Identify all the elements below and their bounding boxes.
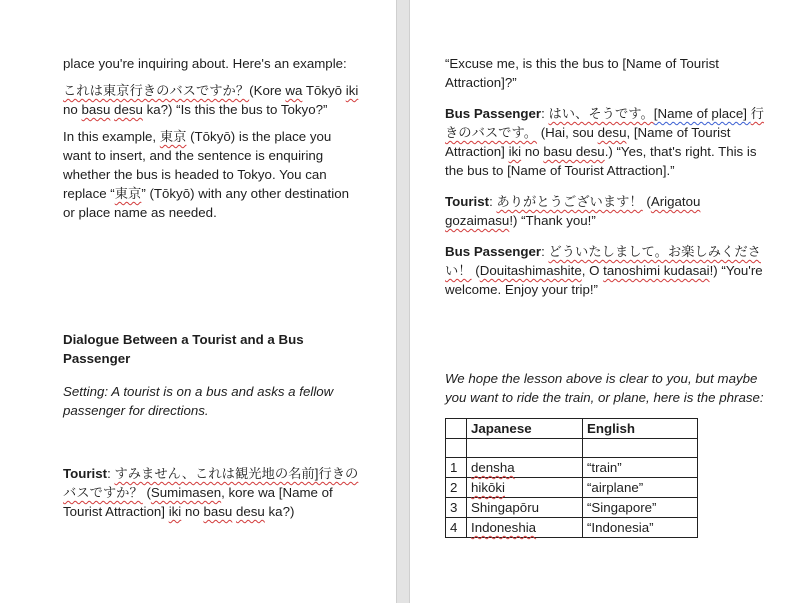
cell-japanese[interactable]: Indoneshia [467,518,583,538]
explanation-paragraph: In this example, 東京 (Tōkyō) is the place you want to insert, and the sentence is enquiring whether the bus is headed to Tokyo. You can replace “東京” (Tōkyō) with any other destination or place name as needed. [63,129,350,220]
table-row [446,439,698,458]
cell-japanese[interactable]: densha [467,458,583,478]
tourist-thanks-paragraph: Tourist: ありがとうございます！ (Arigatou gozaimasu!) “Thank you!” [445,194,701,228]
header-index [446,419,467,439]
cell-english[interactable]: “train” [583,458,698,478]
header-english: English [583,419,698,439]
closing-paragraph: We hope the lesson above is clear to you, but maybe you want to ride the train, or plane, here is the phrase: [445,371,764,405]
table-header-row [446,419,698,439]
cell-index[interactable] [446,439,467,458]
table-row [446,518,698,538]
vocabulary-table[interactable] [445,418,698,538]
tourist-paragraph: Tourist: すみません、これは観光地の名前]行きのバスですか？ (Sumimasen, kore wa [Name of Tourist Attraction] iki no basu desu ka?) [63,466,359,519]
passenger-welcome-paragraph: Bus Passenger: どういたしまして。お楽しみください！ (Douitashimashite, O tanoshimi kudasai!) “You're welcome. Enjoy your trip!” [445,244,763,297]
closing-section[interactable] [445,369,765,538]
cell-english[interactable]: “Singapore” [583,498,698,518]
tourist-line[interactable] [63,464,363,521]
dialogue-heading: Dialogue Between a Tourist and a Bus Passenger [63,332,304,366]
cell-index[interactable]: 2 [446,478,467,498]
table-row [446,478,698,498]
cell-japanese[interactable]: hikōki [467,478,583,498]
cell-english[interactable]: “airplane” [583,478,698,498]
speaker-label: Bus Passenger [445,244,542,259]
cell-index[interactable]: 4 [446,518,467,538]
japanese-example: これは東京行きのバスですか？ [63,83,250,98]
document-page-right[interactable] [410,0,803,603]
intro-paragraph: place you're inquiring about. Here's an example: [63,56,347,71]
speaker-label: Bus Passenger [445,106,542,121]
speaker-label: Tourist [445,194,490,209]
document-page-left[interactable] [0,0,396,603]
setting-paragraph: Setting: A tourist is on a bus and asks a fellow passenger for directions. [63,384,334,418]
speaker-label: Tourist [63,466,108,481]
page-gap [396,0,410,603]
cell-english[interactable]: “Indonesia” [583,518,698,538]
table-row [446,458,698,478]
example-sentence-paragraph: これは東京行きのバスですか？(Kore wa Tōkyō iki no basu desu ka?) “Is this the bus to Tokyo?” [63,83,359,117]
passenger-reply-paragraph: Bus Passenger: はい、そうです。[Name of place] 行きのバスです。 (Hai, sou desu, [Name of Tourist Attraction] iki no basu desu.) “Yes, that's right. This is the bus to [Name of Tourist Attraction].” [445,106,764,178]
right-page-text[interactable] [445,54,765,299]
cell-english[interactable] [583,439,698,458]
cell-japanese[interactable] [467,439,583,458]
question-translation: “Excuse me, is this the bus to [Name of Tourist Attraction]?” [445,56,719,90]
left-page-text[interactable] [63,54,363,222]
table-row [446,498,698,518]
cell-index[interactable]: 1 [446,458,467,478]
header-japanese: Japanese [467,419,583,439]
dialogue-section[interactable] [63,330,363,420]
cell-japanese[interactable]: Shingapōru [467,498,583,518]
cell-index[interactable]: 3 [446,498,467,518]
